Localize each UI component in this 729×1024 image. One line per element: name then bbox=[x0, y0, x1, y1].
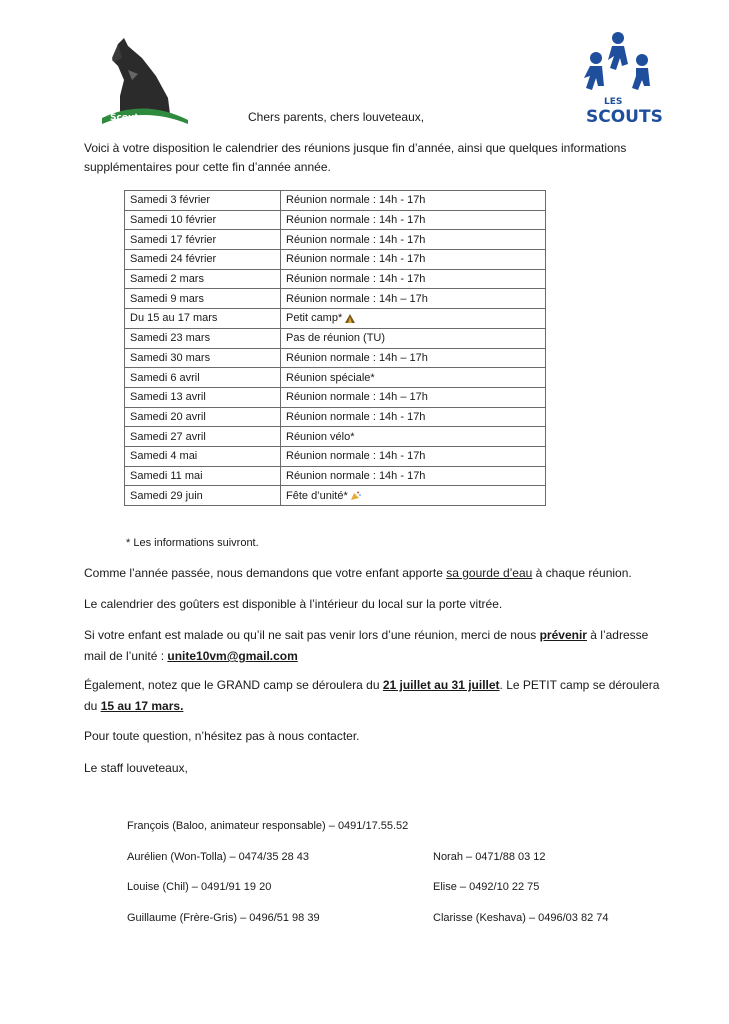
camp-dates-paragraph bbox=[84, 675, 664, 717]
table-row bbox=[125, 446, 546, 466]
schedule-event bbox=[281, 210, 546, 230]
schedule-event-label: Réunion spéciale* bbox=[286, 371, 375, 384]
schedule-date: Samedi 20 avril bbox=[125, 407, 281, 427]
signature-line: Le staff louveteaux, bbox=[84, 761, 188, 775]
calendar-table bbox=[124, 190, 546, 506]
schedule-event-label: Réunion normale : 14h – 17h bbox=[286, 292, 428, 305]
logo-text-scouts: SCOUTS bbox=[586, 107, 663, 127]
schedule-event-label: Pas de réunion (TU) bbox=[286, 332, 386, 345]
schedule-date: Samedi 4 mai bbox=[125, 446, 281, 466]
schedule-date: Samedi 11 mai bbox=[125, 466, 281, 486]
p3-text: Si votre enfant est malade ou qu’il ne sait pas venir lors d’une réunion, merci de nous bbox=[84, 628, 540, 642]
svg-text:Scouts: Scouts bbox=[110, 113, 145, 123]
logo-text-les: LES bbox=[604, 97, 623, 107]
tent-icon bbox=[342, 312, 355, 324]
schedule-event-label: Réunion normale : 14h - 17h bbox=[286, 410, 426, 423]
party-popper-icon bbox=[348, 490, 361, 502]
schedule-event-label: Réunion vélo* bbox=[286, 430, 355, 443]
table-row bbox=[125, 250, 546, 270]
intro-paragraph: Voici à votre disposition le calendrier des réunions jusque fin d’année, ainsi que quelques informations supplémentaires pour cette fin d’année année. bbox=[84, 141, 627, 174]
schedule-event bbox=[281, 446, 546, 466]
contact-guillaume: Guillaume (Frère-Gris) – 0496/51 98 39 bbox=[127, 912, 320, 924]
schedule-event bbox=[281, 250, 546, 270]
schedule-event-label: Réunion normale : 14h - 17h bbox=[286, 194, 426, 207]
schedule-date: Samedi 17 février bbox=[125, 230, 281, 250]
table-row bbox=[125, 210, 546, 230]
snack-calendar-paragraph: Le calendrier des goûters est disponible à l’intérieur du local sur la porte vitrée. bbox=[84, 597, 503, 611]
schedule-event-label: Réunion normale : 14h – 17h bbox=[286, 391, 428, 404]
table-row bbox=[125, 368, 546, 388]
schedule-event bbox=[281, 466, 546, 486]
table-row bbox=[125, 466, 546, 486]
schedule-date: Du 15 au 17 mars bbox=[125, 309, 281, 329]
schedule-date: Samedi 6 avril bbox=[125, 368, 281, 388]
schedule-event bbox=[281, 328, 546, 348]
table-row bbox=[125, 191, 546, 211]
schedule-event-label: Réunion normale : 14h - 17h bbox=[286, 253, 426, 266]
contact-louise: Louise (Chil) – 0491/91 19 20 bbox=[127, 881, 272, 893]
schedule-date: Samedi 23 mars bbox=[125, 328, 281, 348]
schedule-event bbox=[281, 191, 546, 211]
schedule-date: Samedi 10 février bbox=[125, 210, 281, 230]
table-row bbox=[125, 486, 546, 506]
contact-aurelien: Aurélien (Won-Tolla) – 0474/35 28 43 bbox=[127, 851, 310, 863]
scouts-kids-logo-icon bbox=[582, 30, 663, 127]
absence-paragraph bbox=[84, 625, 664, 667]
schedule-event-label: Réunion normale : 14h - 17h bbox=[286, 233, 426, 246]
schedule-event bbox=[281, 309, 546, 329]
p4-text-a: Également, notez que le GRAND camp se déroulera du bbox=[84, 678, 383, 692]
petit-camp-dates: 15 au 17 mars. bbox=[100, 699, 184, 713]
wolf-logo-icon bbox=[98, 36, 190, 124]
table-row bbox=[125, 348, 546, 368]
greeting: Chers parents, chers louveteaux, bbox=[248, 110, 425, 124]
contact-elise: Elise – 0492/10 22 75 bbox=[433, 881, 540, 893]
table-row bbox=[125, 328, 546, 348]
schedule-date: Samedi 30 mars bbox=[125, 348, 281, 368]
wolf-logo bbox=[98, 36, 190, 124]
contact-clarisse: Clarisse (Keshava) – 0496/03 82 74 bbox=[433, 912, 609, 924]
p1-text: Comme l’année passée, nous demandons que votre enfant apporte bbox=[84, 566, 447, 580]
schedule-event bbox=[281, 486, 546, 506]
schedule-date: Samedi 13 avril bbox=[125, 387, 281, 407]
schedule-event bbox=[281, 368, 546, 388]
schedule-date: Samedi 24 février bbox=[125, 250, 281, 270]
schedule-event-label: Réunion normale : 14h - 17h bbox=[286, 469, 426, 482]
contact-norah: Norah – 0471/88 03 12 bbox=[433, 851, 546, 863]
table-row bbox=[125, 427, 546, 447]
table-row bbox=[125, 230, 546, 250]
schedule-event-label: Petit camp* bbox=[286, 312, 343, 325]
schedule-event bbox=[281, 269, 546, 289]
schedule-event bbox=[281, 230, 546, 250]
contact-us-paragraph: Pour toute question, n’hésitez pas à nous contacter. bbox=[84, 729, 360, 743]
schedule-event bbox=[281, 289, 546, 309]
schedule-event bbox=[281, 407, 546, 427]
table-row bbox=[125, 269, 546, 289]
grand-camp-dates: 21 juillet au 31 juillet bbox=[382, 678, 500, 692]
schedule-event-label: Réunion normale : 14h - 17h bbox=[286, 273, 426, 286]
schedule-date: Samedi 27 avril bbox=[125, 427, 281, 447]
schedule-date: Samedi 2 mars bbox=[125, 269, 281, 289]
schedule-date: Samedi 29 juin bbox=[125, 486, 281, 506]
water-bottle-emphasis: sa gourde d’eau bbox=[446, 566, 533, 580]
table-row bbox=[125, 309, 546, 329]
schedule-event bbox=[281, 387, 546, 407]
schedule-date: Samedi 9 mars bbox=[125, 289, 281, 309]
p3-text-middle: à l’adresse mail de l’unité : bbox=[84, 628, 649, 663]
schedule-event bbox=[281, 348, 546, 368]
contact-francois: François (Baloo, animateur responsable) – 0491/17.55.52 bbox=[127, 820, 409, 832]
schedule-event-label: Réunion normale : 14h - 17h bbox=[286, 214, 426, 227]
table-row bbox=[125, 289, 546, 309]
schedule-event bbox=[281, 427, 546, 447]
p1-text-end: à chaque réunion. bbox=[532, 566, 632, 580]
p4-text-b: . Le PETIT camp se déroulera du bbox=[84, 678, 660, 713]
water-bottle-paragraph bbox=[84, 563, 664, 584]
schedule-date: Samedi 3 février bbox=[125, 191, 281, 211]
table-row bbox=[125, 387, 546, 407]
unit-email-link[interactable]: unite10vm@gmail.com bbox=[167, 649, 298, 663]
schedule-event-label: Réunion normale : 14h - 17h bbox=[286, 450, 426, 463]
scouts-kids-logo bbox=[582, 30, 663, 127]
notify-emphasis: prévenir bbox=[539, 628, 587, 642]
table-row bbox=[125, 407, 546, 427]
schedule-event-label: Réunion normale : 14h – 17h bbox=[286, 351, 428, 364]
schedule-event-label: Fête d’unité* bbox=[286, 489, 348, 502]
footnote: * Les informations suivront. bbox=[126, 537, 259, 549]
